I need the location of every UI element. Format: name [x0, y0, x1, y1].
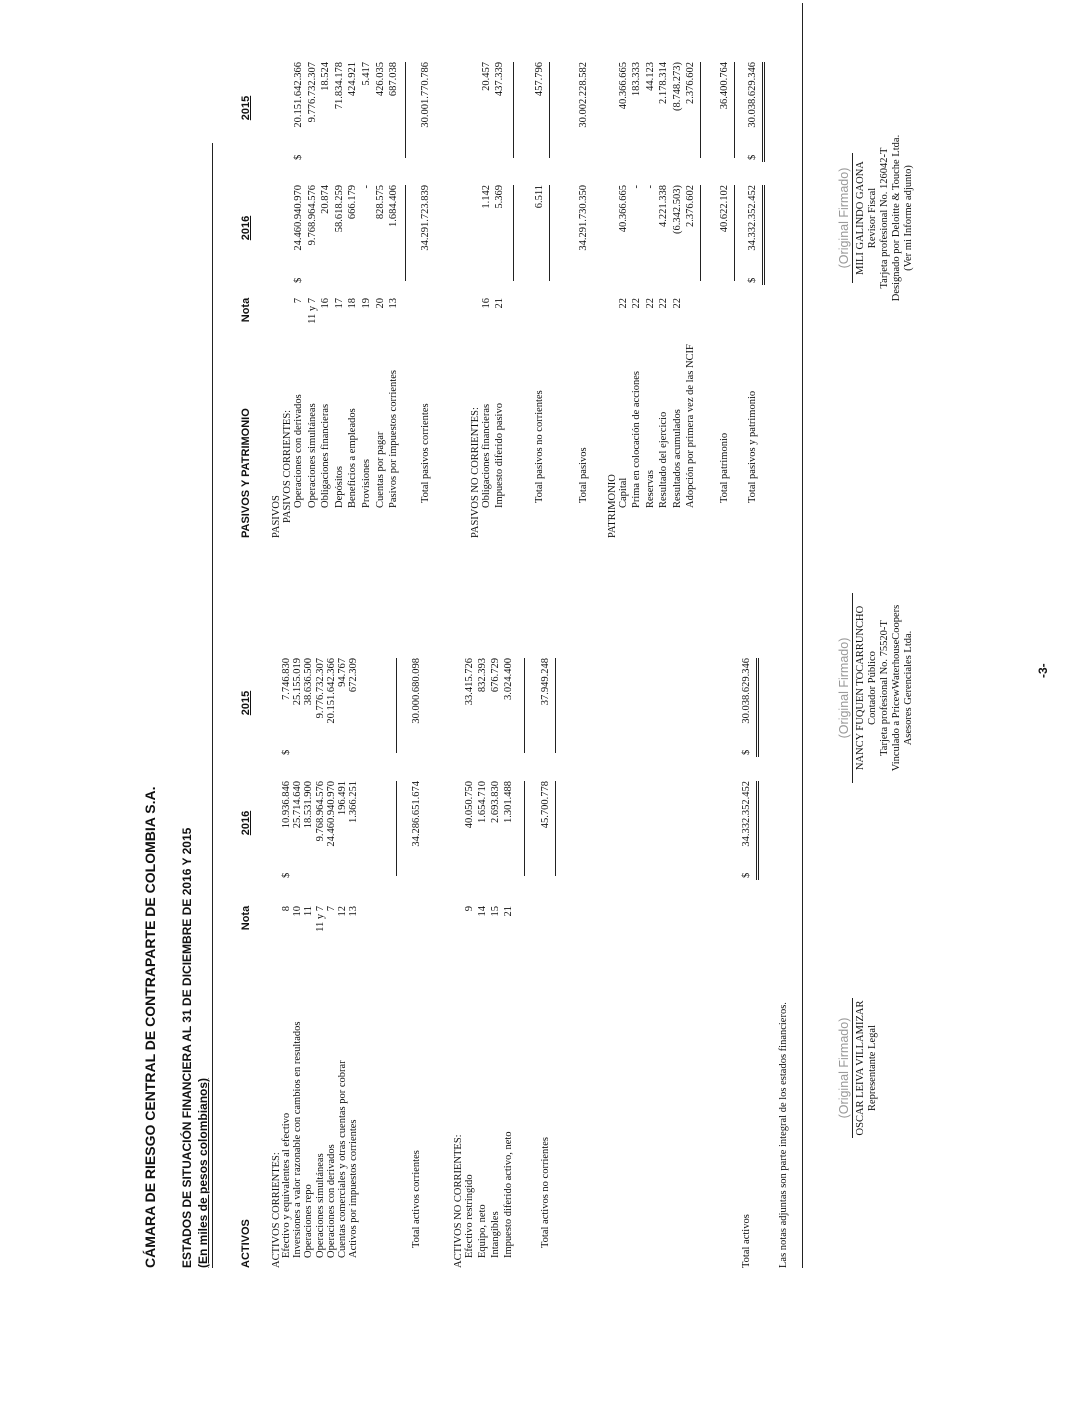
liab-equity-total-2016: 34.332.352.452: [747, 185, 758, 251]
assets-noncurrent-total-rule-2016: [555, 781, 556, 876]
table-row: [671, 0, 685, 1408]
liab-equity-total-2015: 30.038.629.346: [747, 62, 758, 128]
row-label: Activos por impuestos corrientes: [348, 1119, 360, 1258]
assets-current-heading: ACTIVOS CORRIENTES:: [271, 1152, 282, 1268]
signatory-license: Tarjeta profesional No. 126042-T: [879, 147, 890, 289]
row-value-2015: 40.366.665: [618, 62, 629, 110]
equity-rule-2015: [700, 62, 701, 158]
table-row: [657, 0, 671, 1408]
signature-block-legal-rep: [838, 968, 879, 1168]
row-value-2016: 58.618.259: [333, 185, 345, 233]
row-currency-2016: $: [293, 277, 304, 283]
liab-noncurrent-total-rule-2015: [549, 62, 550, 158]
row-value-2016: 2.693.830: [490, 781, 501, 823]
row-note: 22: [658, 298, 670, 309]
signatory-role: Revisor Fiscal: [867, 187, 878, 249]
row-value-2015: 9.776.732.307: [314, 658, 326, 719]
row-value-2015: 832.393: [477, 658, 488, 693]
assets-noncurrent-rule-2015: [524, 658, 525, 753]
row-note: 11: [303, 906, 315, 917]
lower-rule: [802, 3, 803, 1268]
row-value-2016: -: [361, 185, 372, 189]
assets-col-note: Nota: [240, 905, 252, 931]
liab-current-rule-2015: [405, 62, 406, 158]
assets-total-currency-2015: $: [741, 749, 752, 755]
liab-total-current-label: Total pasivos corrientes: [420, 403, 431, 503]
row-value-2016: 2.376.602: [685, 185, 696, 227]
row-value-2016: 25.714.640: [292, 781, 304, 829]
signatory-firm: Vinculado a PricewWaterhouseCoopers: [891, 604, 902, 772]
signatory-license: Tarjeta profesional No. 75520-T: [879, 620, 890, 756]
signature-placeholder: (Original Firmado): [837, 637, 851, 739]
liabilities-col-2016: 2016: [240, 215, 252, 241]
row-note: 7: [293, 298, 304, 304]
row-label: Prima en colocación de acciones: [631, 370, 643, 508]
row-value-2015: 672.309: [348, 658, 360, 693]
signature-block-accountant: [838, 578, 915, 798]
row-value-2015: 44.123: [644, 62, 656, 91]
row-note: 15: [490, 906, 501, 917]
row-note: 18: [347, 298, 359, 309]
row-label: Adopción por primera vez de las NCIF: [685, 344, 696, 508]
liab-equity-total-double-rule-2015: [762, 62, 765, 162]
equity-total-2015: 36.400.764: [719, 62, 730, 110]
row-note: 20: [374, 298, 386, 309]
row-value-2016: 4.221.338: [658, 185, 670, 227]
table-row: [374, 0, 388, 1408]
liab-noncurrent-total-rule-2016: [549, 185, 550, 281]
row-value-2015: 687.038: [388, 62, 400, 97]
row-note: 22: [631, 298, 643, 309]
row-value-2015: 2.178.314: [658, 62, 670, 104]
row-value-2015: 424.921: [347, 62, 359, 97]
row-value-2015: 437.339: [494, 62, 505, 97]
row-value-2016: 1.684.406: [388, 185, 400, 227]
footer-note: Las notas adjuntas son parte integral de los estados financieros.: [778, 1002, 789, 1268]
row-value-2015: 676.729: [490, 658, 501, 693]
row-label: Intangibles: [490, 1211, 501, 1258]
row-label: Impuesto diferido pasivo: [494, 403, 505, 508]
liab-noncurrent-rule-2016: [513, 185, 514, 281]
table-row: [617, 0, 631, 1408]
row-currency-2016: $: [281, 872, 292, 878]
row-value-2016: 40.366.665: [618, 185, 629, 233]
assets-total-2016: 34.332.352.452: [741, 781, 752, 847]
equity-total-rule-2016: [734, 185, 735, 281]
row-value-2015: 183.333: [631, 62, 643, 97]
row-note: 13: [348, 906, 360, 917]
row-note: 17: [333, 298, 345, 309]
equity-total-2016: 40.622.102: [719, 185, 730, 233]
assets-total-current-label: Total activos corrientes: [411, 1150, 422, 1248]
row-value-2015: 94.767: [337, 658, 348, 687]
assets-total-label: Total activos: [741, 1214, 752, 1268]
row-label: Obligaciones financieras: [320, 403, 332, 508]
row-value-2015: 3.024.400: [503, 658, 514, 700]
row-value-2015: 18.524: [320, 62, 332, 91]
row-currency-2015: $: [293, 154, 304, 160]
row-value-2015: 426.035: [374, 62, 386, 97]
page-number: -3-: [1036, 663, 1050, 678]
row-value-2016: 9.768.964.576: [306, 185, 318, 246]
liab-current-rule-2016: [405, 185, 406, 281]
liab-total-row: [577, 0, 591, 1408]
row-value-2015: 25.155.019: [292, 658, 304, 706]
row-note: 21: [494, 298, 505, 309]
assets-noncurrent-total-rule-2015: [555, 658, 556, 753]
row-label: Provisiones: [361, 458, 372, 508]
row-label: Depósitos: [333, 466, 345, 508]
row-value-2016: (6.342.503): [671, 185, 683, 234]
assets-heading: ACTIVOS: [240, 1219, 252, 1268]
row-label: Reservas: [644, 470, 656, 508]
row-note: 11 y 7: [306, 298, 318, 324]
row-value-2016: 18.531.900: [303, 781, 315, 829]
assets-total-2015: 30.038.629.346: [741, 658, 752, 724]
row-label: Efectivo restringido: [464, 1174, 475, 1258]
assets-col-2015: 2015: [240, 690, 252, 716]
liab-total-noncurrent-label: Total pasivos no corrientes: [534, 390, 545, 503]
row-value-2016: 828.575: [374, 185, 386, 220]
row-label: Resultados acumulados: [671, 409, 683, 508]
row-note: 7: [325, 906, 337, 912]
assets-total-currency-2016: $: [741, 872, 752, 878]
row-value-2016: 1.366.251: [348, 781, 360, 823]
row-label: Pasivos por impuestos corrientes: [388, 370, 400, 508]
row-label: Capital: [618, 477, 629, 508]
signatory-role: Representante Legal: [867, 1025, 878, 1111]
liab-equity-total-currency-2016: $: [747, 277, 758, 283]
row-note: 22: [618, 298, 629, 309]
row-value-2016: 24.460.940.970: [325, 781, 337, 847]
equity-total-row: [718, 0, 732, 1408]
row-note: 8: [281, 906, 292, 912]
row-note: 16: [320, 298, 332, 309]
table-row: [333, 0, 347, 1408]
assets-total-current-2016: 34.286.651.674: [411, 781, 422, 847]
assets-noncurrent-rule-2016: [524, 781, 525, 876]
row-value-2016: 196.491: [337, 781, 348, 816]
signatory-name: OSCAR LEIVA VILLAMIZAR: [855, 1000, 866, 1136]
row-value-2016: 666.179: [347, 185, 359, 220]
row-value-2015: 2.376.602: [685, 62, 696, 104]
liab-equity-total-currency-2015: $: [747, 154, 758, 160]
row-value-2015: 20.151.642.366: [325, 658, 337, 724]
row-label: Cuentas comerciales y otras cuentas por cobrar: [337, 1060, 348, 1258]
row-value-2016: 1.301.488: [503, 781, 514, 823]
row-label: Operaciones simultáneas: [306, 403, 318, 508]
row-note: 11 y 7: [314, 906, 326, 932]
row-value-2015: 71.834.178: [333, 62, 345, 110]
table-row: [644, 0, 658, 1408]
row-value-2016: 24.460.940.970: [293, 185, 304, 251]
row-value-2016: 9.768.964.576: [314, 781, 326, 842]
row-value-2015: 38.636.500: [303, 658, 315, 706]
row-value-2015: 9.776.732.307: [306, 62, 318, 123]
signature-line: [852, 593, 853, 783]
liab-total-current-2015: 30.001.770.786: [420, 62, 431, 128]
row-label: Obligaciones financieras: [481, 403, 492, 508]
table-row: [630, 0, 644, 1408]
liab-noncurrent-heading: PASIVOS NO CORRIENTES:: [470, 407, 481, 538]
row-value-2016: 5.369: [494, 185, 505, 209]
row-currency-2015: $: [281, 749, 292, 755]
row-label: Resultado del ejercicio: [658, 411, 670, 508]
table-row: [306, 0, 320, 1408]
table-row: [480, 0, 494, 1408]
row-value-2016: 10.936.846: [281, 781, 292, 829]
signatory-name: MILI GALINDO GAONA: [855, 161, 866, 275]
row-label: Impuesto diferido activo, neto: [503, 1131, 514, 1258]
row-value-2016: 40.050.750: [464, 781, 475, 829]
liab-total-label: Total pasivos: [578, 447, 589, 503]
equity-heading: PATRIMONIO: [607, 474, 618, 538]
liab-total-2015: 30.002.228.582: [578, 62, 589, 128]
signatory-firm: Designado por Deloitte & Touche Ltda.: [891, 134, 902, 302]
liabilities-current-heading: PASIVOS CORRIENTES:: [282, 409, 293, 523]
liabilities-col-note: Nota: [240, 297, 252, 323]
row-note: 22: [644, 298, 656, 309]
row-note: 16: [481, 298, 492, 309]
row-value-2016: 1.654.710: [477, 781, 488, 823]
assets-total-noncurrent-2015: 37.949.248: [540, 658, 551, 706]
row-label: Inversiones a valor razonable con cambios en resultados: [292, 1021, 304, 1258]
header-rule: [212, 143, 213, 1268]
row-value-2015: 33.415.726: [464, 658, 475, 706]
signature-line: [852, 153, 853, 283]
row-note: 9: [464, 906, 475, 912]
liabilities-section: PASIVOS: [271, 495, 282, 538]
liab-total-current-row: [419, 0, 433, 1408]
signature-line: [852, 998, 853, 1138]
liab-total-noncurrent-2015: 457.796: [534, 62, 545, 97]
row-label: Operaciones simultáneas: [314, 1153, 326, 1258]
table-row: [493, 0, 507, 1408]
signatory-reference: (Ver mi Informe adjunto): [903, 165, 914, 271]
row-value-2015: 20.151.642.366: [293, 62, 304, 128]
liabilities-heading: PASIVOS Y PATRIMONIO: [240, 408, 252, 538]
row-value-2016: -: [631, 185, 643, 189]
row-label: Cuentas por pagar: [374, 431, 386, 508]
liab-total-current-2016: 34.291.723.839: [420, 185, 431, 251]
row-note: 22: [671, 298, 683, 309]
row-value-2015: (8.748.273): [671, 62, 683, 111]
assets-noncurrent-heading: ACTIVOS NO CORRIENTES:: [453, 1134, 464, 1268]
liab-total-noncurrent-2016: 6.511: [534, 185, 545, 209]
assets-total-noncurrent-2016: 45.700.778: [540, 781, 551, 829]
row-label: Efectivo y equivalentes al efectivo: [281, 1112, 292, 1258]
assets-col-2016: 2016: [240, 810, 252, 836]
row-value-2016: 20.874: [320, 185, 332, 214]
row-label: Operaciones con derivados: [293, 394, 304, 508]
row-label: Operaciones repo: [303, 1184, 315, 1258]
row-label: Operaciones con derivados: [325, 1144, 337, 1258]
assets-total-noncurrent-label: Total activos no corrientes: [540, 1137, 551, 1248]
liabilities-col-2015: 2015: [240, 95, 252, 121]
row-value-2015: 20.457: [481, 62, 492, 91]
row-note: 10: [292, 906, 304, 917]
row-label: Equipo, neto: [477, 1204, 488, 1258]
table-row: [319, 0, 333, 1408]
table-row: [684, 0, 698, 1408]
assets-total-current-2015: 30.000.680.098: [411, 658, 422, 724]
table-row: [387, 0, 401, 1408]
signature-placeholder: (Original Firmado): [837, 1017, 851, 1119]
row-note: 19: [361, 298, 372, 309]
liab-total-noncurrent-row: [533, 0, 547, 1408]
liab-noncurrent-rule-2015: [513, 62, 514, 158]
table-row: [346, 0, 360, 1408]
signature-block-auditor: [838, 98, 915, 338]
signatory-role: Contador Público: [867, 651, 878, 725]
row-note: 21: [503, 906, 514, 917]
row-value-2016: -: [644, 185, 656, 189]
liab-equity-total-label: Total pasivos y patrimonio: [747, 390, 758, 503]
equity-total-rule-2015: [734, 62, 735, 158]
liab-equity-total-double-rule-2016: [762, 185, 765, 285]
equity-rule-2016: [700, 185, 701, 281]
liab-equity-total-row: [746, 0, 760, 1408]
report-units: (En miles de pesos colombianos): [196, 1077, 210, 1268]
signatory-name: NANCY FUQUEN TOCARRUNCHO: [855, 605, 866, 771]
row-value-2015: 5.417: [361, 62, 372, 86]
liab-total-2016: 34.291.730.350: [578, 185, 589, 251]
report-subtitle: ESTADOS DE SITUACIÓN FINANCIERA AL 31 DE DICIEMBRE DE 2016 Y 2015: [180, 827, 194, 1268]
table-row: [360, 0, 374, 1408]
equity-total-label: Total patrimonio: [719, 432, 730, 503]
row-note: 12: [337, 906, 348, 917]
row-note: 14: [477, 906, 488, 917]
row-note: 13: [388, 298, 400, 309]
signatory-firm-2: Asesores Gerenciales Ltda.: [903, 630, 914, 746]
signature-placeholder: (Original Firmado): [837, 167, 851, 269]
row-value-2015: 7.746.830: [281, 658, 292, 700]
row-value-2016: 1.142: [481, 185, 492, 209]
report-title: CÁMARA DE RIESGO CENTRAL DE CONTRAPARTE DE COLOMBIA S.A.: [142, 786, 158, 1268]
row-label: Beneficios a empleados: [347, 408, 359, 508]
table-row: [292, 0, 306, 1408]
